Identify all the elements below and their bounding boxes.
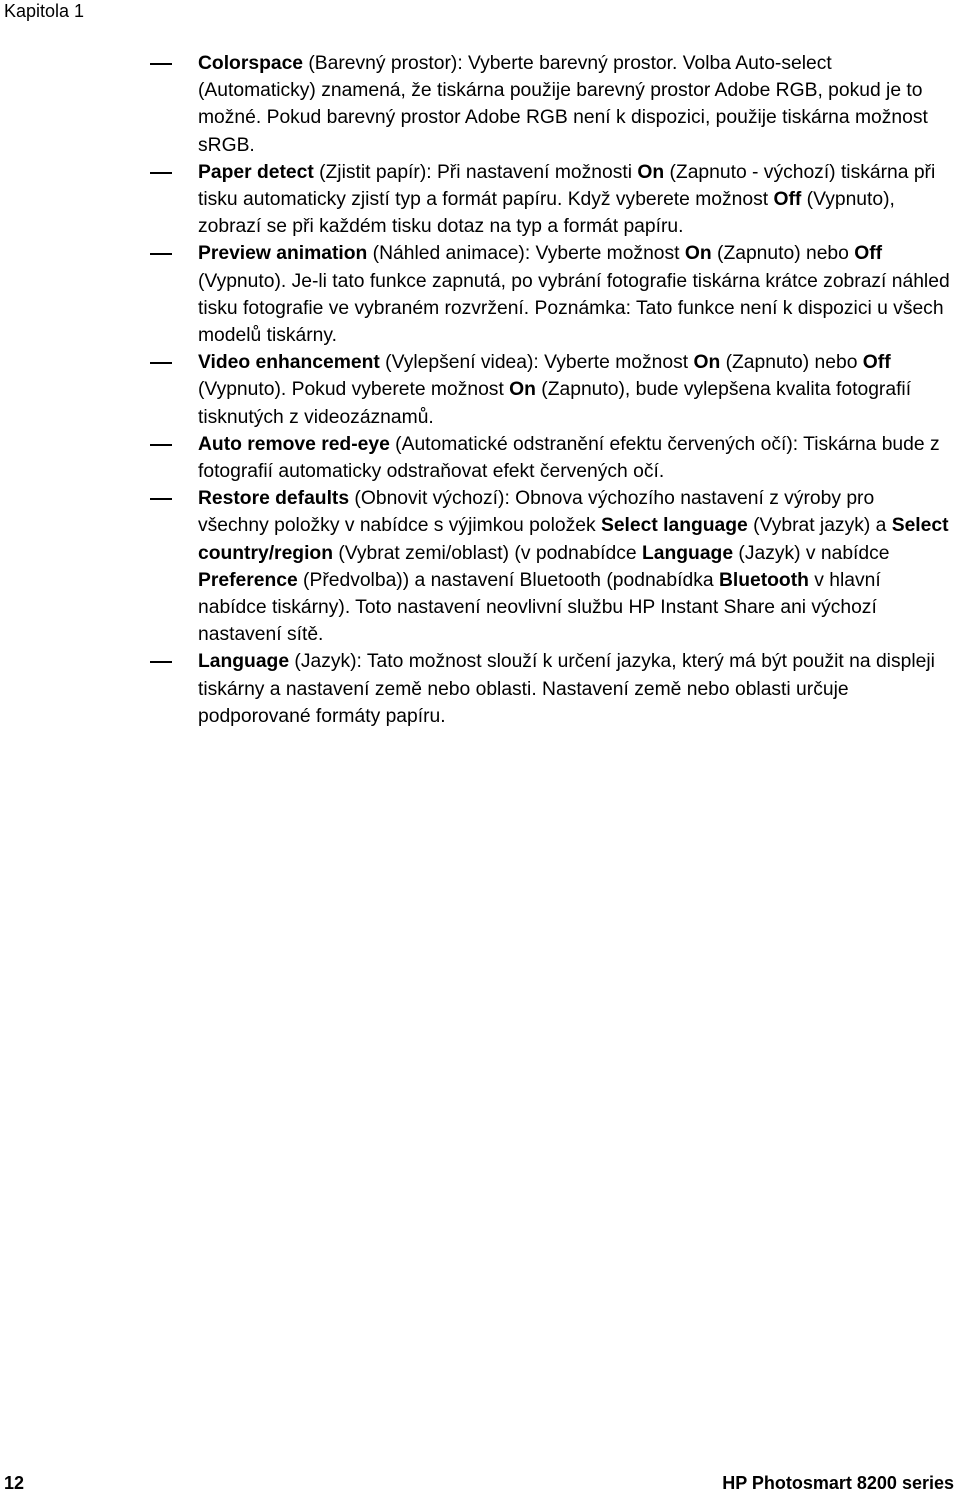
term: Paper detect bbox=[198, 161, 314, 183]
description: (Zapnuto) nebo bbox=[711, 243, 855, 265]
term: Video enhancement bbox=[198, 352, 380, 374]
settings-list bbox=[150, 50, 950, 730]
term: Auto remove red-eye bbox=[198, 433, 390, 455]
list-item-text bbox=[198, 648, 950, 730]
dash-bullet bbox=[150, 172, 172, 174]
description: (Barevný prostor): Vyberte barevný prostor. Volba Auto-select (Automaticky) znamená, že tiskárna použije barevný prostor Adobe RGB, pokud je to možné. Pokud barevný prostor Adobe RGB není k dispozici, použije tiskárna možnost sRGB. bbox=[198, 53, 928, 156]
menu-item-name: Select language bbox=[600, 515, 748, 537]
description: (Vybrat jazyk) a bbox=[747, 515, 892, 537]
option-value: Off bbox=[773, 189, 802, 211]
list-item bbox=[150, 431, 950, 485]
description: (Zapnuto - výchozí) tiskárna při tisku automaticky zjistí typ a formát papíru. Když vyberete možnost bbox=[198, 161, 936, 211]
list-item-text bbox=[198, 431, 950, 485]
menu-item-name: Select country/region bbox=[198, 515, 949, 564]
description: (Vypnuto). Pokud vyberete možnost bbox=[198, 379, 510, 401]
list-item bbox=[150, 485, 950, 648]
description: (Předvolba)) a nastavení Bluetooth (podnabídka bbox=[297, 569, 719, 591]
menu-item-name: Language bbox=[641, 542, 734, 564]
description: (Zjistit papír): Při nastavení možnosti bbox=[313, 161, 638, 183]
term: Restore defaults bbox=[198, 488, 350, 510]
option-value: On bbox=[509, 379, 536, 401]
menu-item-name: Bluetooth bbox=[718, 569, 809, 591]
term: Colorspace bbox=[198, 53, 304, 74]
list-item bbox=[150, 240, 950, 349]
description: (Jazyk): Tato možnost slouží k určení jazyka, který má být použit na displeji tiskárny a nastavení země nebo oblasti. Nastavení země nebo oblasti určuje podporované formáty papíru. bbox=[198, 651, 935, 727]
page-number: 12 bbox=[4, 1473, 25, 1493]
list-item bbox=[150, 50, 950, 159]
list-item-text bbox=[198, 159, 950, 241]
description: (Zapnuto) nebo bbox=[720, 352, 863, 374]
dash-bullet bbox=[150, 661, 172, 663]
dash-bullet bbox=[150, 498, 172, 500]
menu-item-name: Preference bbox=[198, 569, 298, 591]
list-item bbox=[150, 349, 950, 431]
product-name: HP Photosmart 8200 series bbox=[722, 1473, 954, 1493]
description: v hlavní nabídce tiskárny). Toto nastavení neovlivní službu HP Instant Share ani výchozí nastavení sítě. bbox=[198, 569, 881, 646]
description: (Zapnuto), bude vylepšena kvalita fotografií tisknutých z videozáznamů. bbox=[198, 379, 912, 428]
list-item-text bbox=[198, 485, 950, 648]
description: (Obnovit výchozí): Obnova výchozího nastavení z výroby pro všechny položky v nabídce s výjimkou položek bbox=[198, 488, 875, 537]
description: (Vylepšení videa): Vyberte možnost bbox=[379, 352, 694, 374]
description: (Vypnuto), zobrazí se při každém tisku dotaz na typ a formát papíru. bbox=[198, 189, 895, 238]
chapter-header: Kapitola 1 bbox=[4, 1, 85, 21]
dash-bullet bbox=[150, 362, 172, 364]
list-item-text bbox=[198, 240, 950, 349]
dash-bullet bbox=[150, 444, 172, 446]
option-value: On bbox=[684, 243, 712, 265]
list-item bbox=[150, 648, 950, 730]
description: (Vypnuto). Je-li tato funkce zapnutá, po vybrání fotografie tiskárna krátce zobrazí náhled tisku fotografie ve vybraném rozvržení. Poznámka: Tato funkce není k dispozici u všech modelů tiskárny. bbox=[198, 270, 950, 347]
dash-bullet bbox=[150, 253, 172, 255]
option-value: On bbox=[637, 161, 665, 183]
dash-bullet bbox=[150, 63, 172, 65]
term: Preview animation bbox=[198, 243, 368, 265]
option-value: Off bbox=[862, 352, 891, 374]
description: (Náhled animace): Vyberte možnost bbox=[367, 243, 685, 265]
option-value: Off bbox=[854, 243, 883, 265]
option-value: On bbox=[693, 352, 721, 374]
description: (Automatické odstranění efektu červených očí): Tiskárna bude z fotografií automaticky odstraňovat efekt červených očí. bbox=[198, 433, 940, 483]
term: Language bbox=[198, 651, 290, 673]
list-item-text bbox=[198, 349, 950, 431]
list-item-text bbox=[198, 50, 950, 159]
list-item bbox=[150, 159, 950, 241]
description: (Jazyk) v nabídce bbox=[733, 542, 890, 564]
description: (Vybrat zemi/oblast) (v podnabídce bbox=[332, 542, 642, 564]
